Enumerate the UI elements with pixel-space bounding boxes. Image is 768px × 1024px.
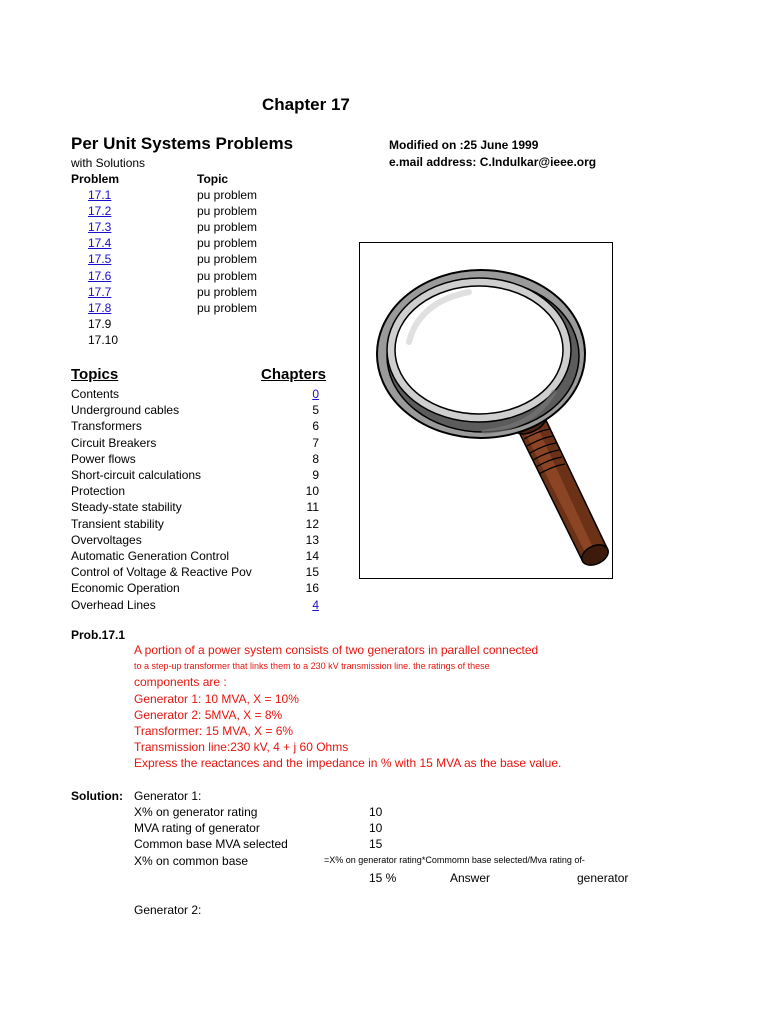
- problem-line: A portion of a power system consists of two generators in parallel connected: [134, 643, 539, 657]
- problem-topic: pu problem: [197, 188, 258, 202]
- problem-topic: pu problem: [197, 268, 258, 283]
- problem-link[interactable]: 17.4: [88, 236, 112, 251]
- modified-date: Modified on :25 June 1999: [389, 138, 539, 152]
- page-title: Per Unit Systems Problems: [71, 134, 294, 153]
- chapter-number: 9: [312, 468, 319, 482]
- generator-1-label: Generator 1:: [134, 789, 202, 803]
- problem-link[interactable]: 17.2: [88, 204, 112, 219]
- solution-row-label: Common base MVA selected: [134, 837, 288, 852]
- problem-line: to a step-up transformer that links them to a 230 kV transmission line. the ratings of these: [134, 661, 490, 671]
- topic-name: Underground cables: [71, 403, 180, 418]
- solution-row-value: 10: [369, 821, 383, 836]
- solution-row-label: MVA rating of generator: [134, 821, 260, 836]
- problem-topic: pu problem: [197, 236, 258, 251]
- problem-line: Generator 2: 5MVA, X = 8%: [134, 708, 283, 722]
- solution-row-value: 10: [369, 805, 383, 819]
- magnifying-glass-icon: [359, 242, 613, 579]
- chapter-number: 7: [312, 435, 319, 450]
- problem-link[interactable]: 17.7: [88, 284, 112, 299]
- topic-name: Transient stability: [71, 516, 164, 531]
- chapter-number: 12: [305, 516, 319, 531]
- topic-name: Power flows: [71, 451, 136, 466]
- problem-column-header: Problem: [71, 172, 120, 186]
- solution-label: Solution:: [71, 789, 123, 803]
- solution-row-label: X% on common base: [134, 853, 249, 868]
- topic-name: Short-circuit calculations: [71, 468, 202, 482]
- generator-2-label: Generator 2:: [134, 903, 202, 917]
- chapter-number: 5: [312, 403, 319, 418]
- email-address: e.mail address: C.Indulkar@ieee.org: [389, 155, 597, 169]
- problem-line: Transmission line:230 kV, 4 + j 60 Ohms: [134, 740, 349, 754]
- chapters-heading: Chapters: [261, 366, 327, 383]
- chapter-number: 6: [312, 419, 319, 434]
- topic-name: Automatic Generation Control: [71, 549, 230, 563]
- topic-name: Steady-state stability: [71, 500, 182, 515]
- problem-link[interactable]: 17.5: [88, 252, 112, 267]
- solution-row-label: X% on generator rating: [134, 805, 258, 819]
- chapter-link[interactable]: 4: [312, 597, 319, 612]
- problem-line: Transformer: 15 MVA, X = 6%: [134, 724, 294, 738]
- problem-link: 17.9: [88, 316, 112, 331]
- problem-link[interactable]: 17.1: [88, 188, 112, 202]
- topic-name: Control of Voltage & Reactive Pov: [71, 565, 252, 580]
- chapter-number: 10: [305, 484, 319, 499]
- topic-name: Circuit Breakers: [71, 435, 157, 450]
- topic-name: Overhead Lines: [71, 597, 156, 612]
- answer-value: 15 %: [369, 871, 397, 885]
- problem-line: components are :: [134, 675, 227, 689]
- topic-name: Protection: [71, 484, 126, 499]
- chapter-number: 15: [305, 565, 319, 580]
- chapter-link[interactable]: 0: [312, 387, 319, 401]
- topic-name: Economic Operation: [71, 581, 180, 596]
- answer-label: Answer: [450, 871, 491, 885]
- answer-tail: generator: [577, 871, 629, 885]
- problem-topic: pu problem: [197, 204, 258, 219]
- problem-topic: pu problem: [197, 300, 258, 315]
- solution-row-value: 15: [369, 837, 383, 852]
- chapter-number: 14: [305, 549, 319, 563]
- problem-link: 17.10: [88, 332, 119, 347]
- problem-link[interactable]: 17.3: [88, 220, 112, 235]
- topic-name: Transformers: [71, 419, 142, 434]
- problem-line: Generator 1: 10 MVA, X = 10%: [134, 692, 299, 706]
- problem-line: Express the reactances and the impedance in % with 15 MVA as the base value.: [134, 756, 562, 770]
- chapter-number: 13: [305, 532, 319, 547]
- chapter-number: 11: [306, 500, 319, 515]
- topic-name: Overvoltages: [71, 532, 142, 547]
- problem-link[interactable]: 17.6: [88, 268, 112, 283]
- formula-text: =X% on generator rating*Commomn base selected/Mva rating of-: [324, 855, 585, 865]
- chapter-title: Chapter 17: [262, 95, 350, 114]
- chapter-number: 16: [305, 581, 319, 596]
- topic-name: Contents: [71, 387, 120, 401]
- problem-topic: pu problem: [197, 284, 258, 299]
- problem-label: Prob.17.1: [71, 628, 126, 642]
- problem-link[interactable]: 17.8: [88, 300, 112, 315]
- chapter-number: 8: [312, 451, 319, 466]
- subtitle: with Solutions: [71, 156, 146, 170]
- problem-topic: pu problem: [197, 252, 258, 267]
- topic-column-header: Topic: [197, 172, 229, 186]
- topics-heading: Topics: [71, 366, 119, 383]
- problem-topic: pu problem: [197, 220, 258, 235]
